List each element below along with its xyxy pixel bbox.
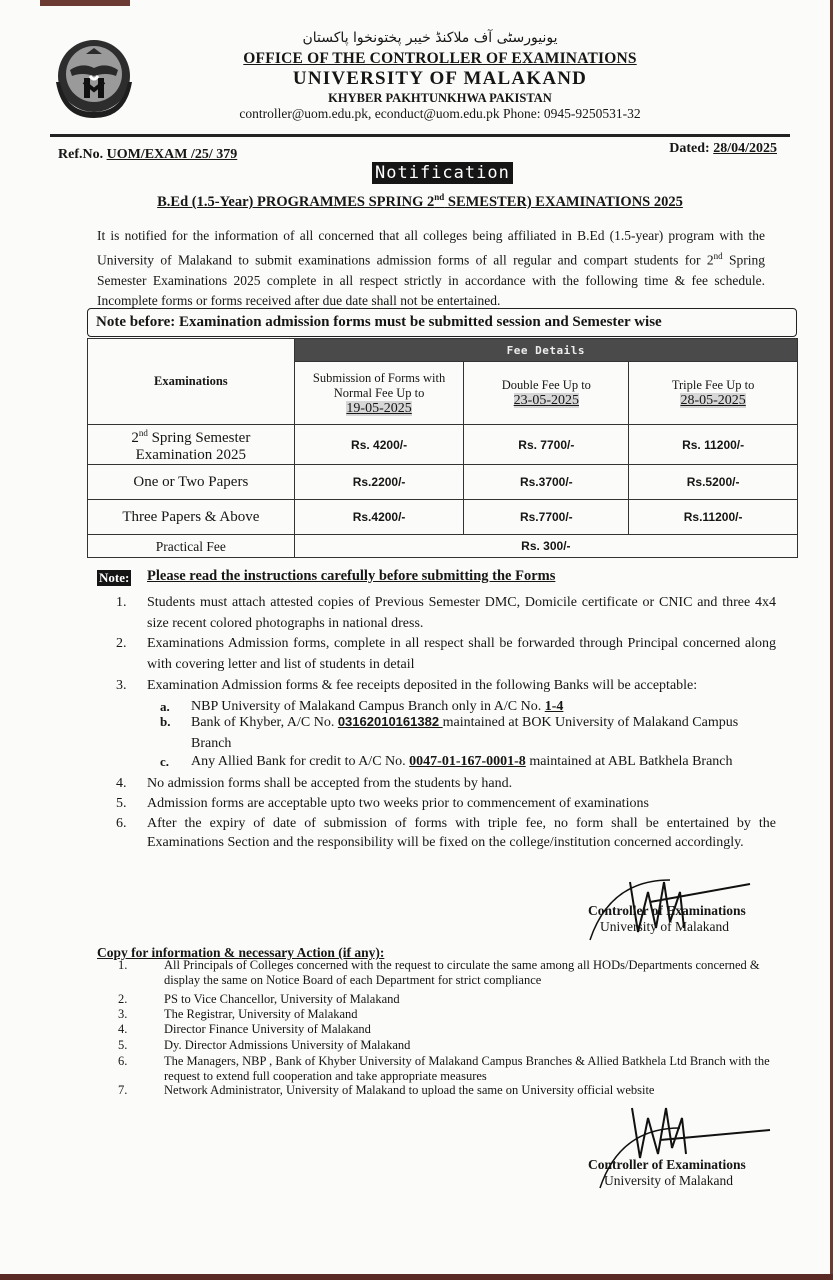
subject-heading <box>60 192 780 211</box>
item-number: 2. <box>118 992 128 1006</box>
exam-text: 2 <box>131 430 139 446</box>
reference-number <box>58 147 237 163</box>
ref-label: Ref.No. <box>58 147 104 162</box>
instruction-item <box>116 794 776 815</box>
note-label: Note: <box>99 570 130 585</box>
bank-text <box>191 752 776 773</box>
item-letter: a. <box>160 699 170 714</box>
item-number: 4. <box>118 1022 128 1036</box>
exam-text: Spring Semester Examination 2025 <box>135 430 251 463</box>
item-text: Network Administrator, University of Malakand to upload the same on University official website <box>164 1083 655 1097</box>
item-number: 2. <box>116 636 127 651</box>
instruction-item <box>116 593 776 634</box>
instruction-item <box>116 634 776 675</box>
deadline-date: 23-05-2025 <box>513 393 579 408</box>
double-fee-cell: Rs. 7700/- <box>464 425 629 465</box>
exam-cell: Practical Fee <box>88 535 295 558</box>
copy-item <box>118 992 778 1007</box>
office-title: OFFICE OF THE CONTROLLER OF EXAMINATIONS <box>243 50 637 67</box>
date <box>669 141 777 157</box>
item-number: 5. <box>116 796 127 811</box>
account-number: 1-4 <box>544 699 564 714</box>
intro-paragraph <box>97 226 765 311</box>
column-label: Triple Fee Up to <box>671 378 755 392</box>
triple-fee-cell: Rs.11200/- <box>629 500 798 535</box>
column-header-triple-fee <box>629 362 798 425</box>
fee-details-header: Fee Details <box>294 339 797 362</box>
item-text: Admission forms are acceptable upto two weeks prior to commencement of examinations <box>147 796 649 811</box>
table-row <box>88 425 798 465</box>
signatory-org: University of Malakand <box>600 919 729 934</box>
signatory-title: Controller of Examinations <box>588 1157 746 1172</box>
university-logo-icon <box>48 32 140 124</box>
copy-item <box>118 1022 778 1037</box>
province-line: KHYBER PAKHTUNKHWA PAKISTAN <box>328 91 552 105</box>
item-number: 3. <box>116 678 127 693</box>
fee-table <box>87 338 798 558</box>
item-text: Dy. Director Admissions University of Malakand <box>164 1038 411 1052</box>
table-row <box>88 535 798 558</box>
item-text: PS to Vice Chancellor, University of Malakand <box>164 992 400 1006</box>
normal-fee-cell: Rs.2200/- <box>294 465 464 500</box>
instruction-item <box>116 676 776 697</box>
bank-text-part: Bank of Khyber, A/C No. <box>191 715 338 730</box>
exam-cell: Three Papers & Above <box>88 500 295 535</box>
column-header-double-fee <box>464 362 629 425</box>
deadline-date: 19-05-2025 <box>346 400 412 416</box>
column-label: Submission of Forms with Normal Fee Up to <box>312 370 446 400</box>
account-number: 03162010161382 <box>337 714 443 729</box>
exam-cell: One or Two Papers <box>88 465 295 500</box>
instruction-item <box>116 814 776 852</box>
triple-fee-cell: Rs.5200/- <box>629 465 798 500</box>
bank-text-part: NBP University of Malakand Campus Branch only in A/C No. <box>191 699 545 714</box>
account-number: 0047-01-167-0001-8 <box>409 754 526 769</box>
bank-text-part: maintained at ABL Batkhela Branch <box>525 754 733 769</box>
normal-fee-cell: Rs.4200/- <box>294 500 464 535</box>
item-number: 6. <box>116 816 127 831</box>
date-value: 28/04/2025 <box>713 141 777 156</box>
date-label: Dated: <box>669 141 710 156</box>
item-letter: c. <box>160 754 170 769</box>
item-text: All Principals of Colleges concerned with the request to circulate the same among all HODs/Departments concerned & display the same on Notice Board of each Department for strict compliance <box>164 958 760 987</box>
item-text: Examination Admission forms & fee receipts deposited in the following Banks will be acceptable: <box>147 678 698 693</box>
item-number: 1. <box>116 595 127 610</box>
intro-text: It is notified for the information of all concerned that all colleges being affiliated in B.Ed (1.5-year) program with the University of Malakand to submit examinations admission forms of all regular and compart students for 2 <box>97 228 765 268</box>
bank-text-part: maintained at BOK University of Malakand Campus Branch <box>191 715 739 751</box>
signatory-title: Controller of Examinations <box>588 903 746 918</box>
column-header-normal-fee <box>294 362 464 425</box>
copy-to-title: Copy for information & necessary Action (if any): <box>97 945 385 960</box>
item-number: 4. <box>116 776 127 791</box>
item-text: Students must attach attested copies of Previous Semester DMC, Domicile certificate or CNIC and three 4x4 size recent colored photographs in national dress. <box>147 595 776 631</box>
copy-item <box>118 1083 778 1098</box>
deadline-date: 28-05-2025 <box>680 393 746 408</box>
paper-edge <box>40 0 130 6</box>
instruction-item <box>116 774 776 795</box>
copy-item <box>118 1054 778 1083</box>
item-text: The Registrar, University of Malakand <box>164 1007 358 1021</box>
item-number: 5. <box>118 1038 128 1052</box>
item-text: Director Finance University of Malakand <box>164 1022 371 1036</box>
subject-text: B.Ed (1.5-Year) PROGRAMMES SPRING 2 <box>157 193 435 210</box>
item-number: 3. <box>118 1007 128 1021</box>
signatory-org: University of Malakand <box>604 1173 733 1188</box>
item-number: 6. <box>118 1054 128 1068</box>
note-box: Note before: Examination admission forms must be submitted session and Semester wise <box>87 308 797 337</box>
normal-fee-cell: Rs. 4200/- <box>294 425 464 465</box>
university-name: UNIVERSITY OF MALAKAND <box>292 68 588 89</box>
paper-edge <box>0 1274 833 1280</box>
practical-fee-cell: Rs. 300/- <box>294 535 797 558</box>
item-number: 7. <box>118 1083 128 1097</box>
item-text: After the expiry of date of submission of forms with triple fee, no form shall be entertained by the Examinations Section and the responsibility will be fixed on the college/institution concerned accordingly. <box>147 816 776 850</box>
header-divider <box>50 134 790 137</box>
ref-value: UOM/EXAM /25/ 379 <box>106 147 238 162</box>
table-row <box>88 465 798 500</box>
intro-text: Spring Semester Examinations 2025 complete in all respect strictly in accordance with the following time & fee schedule. Incomplete forms or forms received after due date shall not be entertained. <box>97 252 765 308</box>
column-header-examinations: Examinations <box>88 339 295 425</box>
bank-item <box>160 712 776 754</box>
copy-item <box>118 1038 778 1053</box>
exam-sup: nd <box>138 428 148 438</box>
contact-line: controller@uom.edu.pk, econduct@uom.edu.pk Phone: 0945-9250531-32 <box>239 106 641 121</box>
item-text: Examinations Admission forms, complete in all respect shall be forwarded through Principal concerned along with covering letter and list of students in detail <box>147 636 776 672</box>
exam-cell <box>88 425 295 465</box>
intro-sup: nd <box>713 251 723 261</box>
double-fee-cell: Rs.3700/- <box>464 465 629 500</box>
table-row <box>88 500 798 535</box>
copy-item <box>118 958 778 987</box>
bank-text <box>191 712 776 754</box>
instructions-title: Please read the instructions carefully before submitting the Forms <box>147 568 556 584</box>
copy-item <box>118 1007 778 1022</box>
subject-sup: nd <box>434 192 445 202</box>
bank-text-part: Any Allied Bank for credit to A/C No. <box>191 754 410 769</box>
item-letter: b. <box>160 714 171 729</box>
double-fee-cell: Rs.7700/- <box>464 500 629 535</box>
item-text: The Managers, NBP , Bank of Khyber University of Malakand Campus Branches & Allied Batkhela Ltd Branch with the request to extend full cooperation and take appropriate measures <box>164 1054 770 1083</box>
subject-text: SEMESTER) EXAMINATIONS 2025 <box>444 193 683 210</box>
column-label: Double Fee Up to <box>501 378 591 392</box>
urdu-header: یونیورسٹی آف ملاکنڈ خیبر پختونخوا پاکستان <box>302 30 558 46</box>
bank-item <box>160 752 776 773</box>
item-number: 1. <box>118 958 128 972</box>
triple-fee-cell: Rs. 11200/- <box>629 425 798 465</box>
item-text: No admission forms shall be accepted from the students by hand. <box>147 776 513 791</box>
notification-label: Notification <box>372 162 513 184</box>
